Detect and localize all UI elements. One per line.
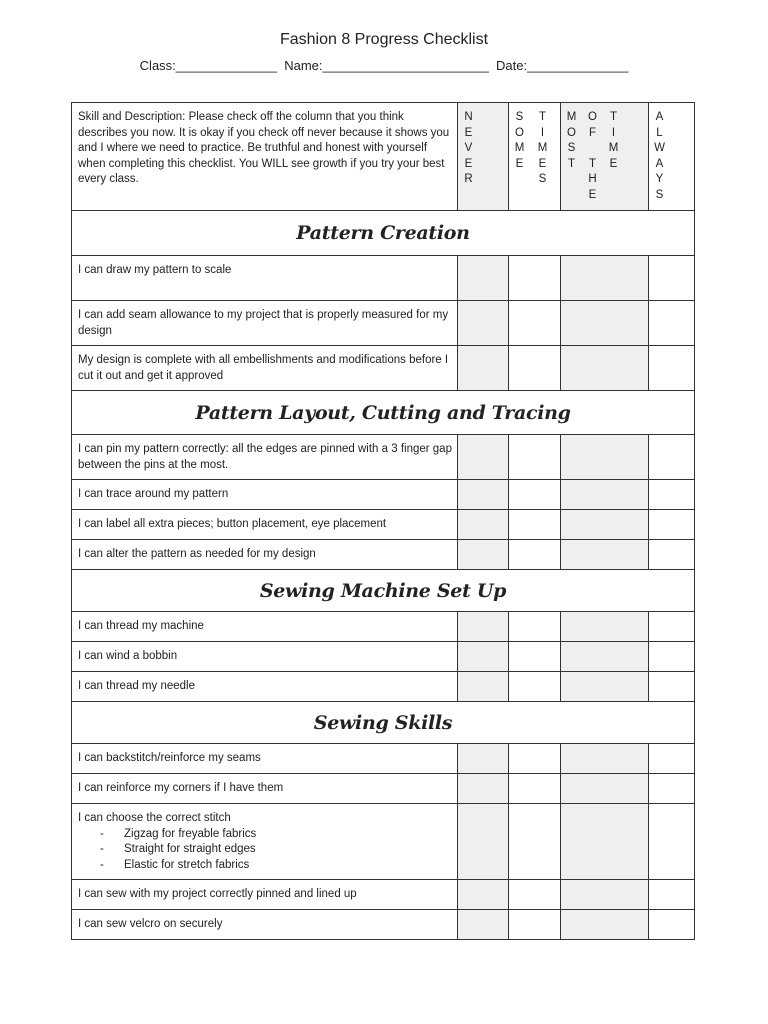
checkbox-cell-always[interactable]	[649, 672, 695, 702]
checkbox-cell-most-of-the-time[interactable]	[561, 804, 649, 880]
checkbox-cell-sometimes[interactable]	[509, 480, 561, 510]
section-title: Sewing Skills	[72, 702, 695, 744]
checkbox-cell-always[interactable]	[649, 480, 695, 510]
checklist-row	[72, 774, 695, 804]
checkbox-cell-always[interactable]	[649, 540, 695, 570]
checklist-row	[72, 672, 695, 702]
skill-text: I can alter the pattern as needed for my design	[78, 548, 316, 560]
checkbox-cell-never[interactable]	[458, 910, 509, 940]
skill-description	[72, 612, 458, 642]
checkbox-cell-sometimes[interactable]	[509, 672, 561, 702]
stitch-options-list	[78, 827, 452, 874]
header-row	[72, 103, 695, 211]
skill-text: I can trace around my pattern	[78, 488, 229, 500]
column-header-most-of-the-time: M O S T O F T H E T I M E	[561, 103, 649, 211]
stitch-option: - Straight for straight edges	[100, 842, 452, 858]
skill-text: I can choose the correct stitch	[78, 812, 231, 824]
checkbox-cell-always[interactable]	[649, 612, 695, 642]
skill-text: My design is complete with all embellishments and modifications before I cut it out and get it approved	[78, 354, 449, 382]
skill-description	[72, 510, 458, 540]
checkbox-cell-most-of-the-time[interactable]	[561, 301, 649, 346]
checklist-row	[72, 510, 695, 540]
checkbox-cell-sometimes[interactable]	[509, 612, 561, 642]
checkbox-cell-most-of-the-time[interactable]	[561, 910, 649, 940]
checklist-row	[72, 804, 695, 880]
checkbox-cell-most-of-the-time[interactable]	[561, 612, 649, 642]
skill-description	[72, 804, 458, 880]
checklist-row	[72, 346, 695, 391]
checklist-row	[72, 642, 695, 672]
checkbox-cell-always[interactable]	[649, 910, 695, 940]
checklist-row	[72, 910, 695, 940]
checkbox-cell-sometimes[interactable]	[509, 301, 561, 346]
checklist-row	[72, 435, 695, 480]
skill-text: I can add seam allowance to my project that is properly measured for my design	[78, 309, 449, 337]
skill-description	[72, 774, 458, 804]
checkbox-cell-most-of-the-time[interactable]	[561, 480, 649, 510]
checkbox-cell-always[interactable]	[649, 804, 695, 880]
checkbox-cell-most-of-the-time[interactable]	[561, 672, 649, 702]
checkbox-cell-always[interactable]	[649, 744, 695, 774]
section-header	[72, 702, 695, 744]
skill-text: I can wind a bobbin	[78, 650, 178, 662]
instructions-cell: Skill and Description: Please check off the column that you think describes you now. It is okay if you check off never because it shows you and I where we need to practice. Be truthful and honest with yourself when completing this checklist. You WILL see growth if you try your best every class.	[72, 103, 458, 211]
checklist-row	[72, 612, 695, 642]
checkbox-cell-always[interactable]	[649, 510, 695, 540]
skill-description	[72, 435, 458, 480]
checkbox-cell-most-of-the-time[interactable]	[561, 642, 649, 672]
checkbox-cell-never[interactable]	[458, 540, 509, 570]
checkbox-cell-sometimes[interactable]	[509, 910, 561, 940]
checkbox-cell-most-of-the-time[interactable]	[561, 880, 649, 910]
column-header-sometimes: S O M E T I M E S	[509, 103, 561, 211]
checkbox-cell-sometimes[interactable]	[509, 540, 561, 570]
skill-description	[72, 910, 458, 940]
section-title: Sewing Machine Set Up	[72, 570, 695, 612]
skill-description	[72, 744, 458, 774]
checkbox-cell-sometimes[interactable]	[509, 256, 561, 301]
checkbox-cell-never[interactable]	[458, 346, 509, 391]
checklist-row	[72, 744, 695, 774]
column-header-always: A L W A Y S	[649, 103, 695, 211]
checkbox-cell-sometimes[interactable]	[509, 774, 561, 804]
checklist-table	[71, 102, 695, 940]
checkbox-cell-always[interactable]	[649, 642, 695, 672]
stitch-option: - Zigzag for freyable fabrics	[100, 827, 452, 843]
section-header	[72, 570, 695, 612]
skill-description	[72, 480, 458, 510]
skill-text: I can backstitch/reinforce my seams	[78, 752, 261, 764]
skill-description	[72, 672, 458, 702]
page-title: Fashion 8 Progress Checklist	[279, 31, 489, 48]
section-header	[72, 391, 695, 435]
stitch-option: - Elastic for stretch fabrics	[100, 858, 452, 874]
skill-description	[72, 301, 458, 346]
checkbox-cell-most-of-the-time[interactable]	[561, 510, 649, 540]
checkbox-cell-always[interactable]	[649, 774, 695, 804]
checkbox-cell-sometimes[interactable]	[509, 804, 561, 880]
skill-text: I can label all extra pieces; button placement, eye placement	[78, 518, 387, 530]
checkbox-cell-most-of-the-time[interactable]	[561, 256, 649, 301]
section-title: Pattern Layout, Cutting and Tracing	[72, 391, 695, 435]
checkbox-cell-sometimes[interactable]	[509, 346, 561, 391]
checkbox-cell-always[interactable]	[649, 301, 695, 346]
checkbox-cell-most-of-the-time[interactable]	[561, 540, 649, 570]
checkbox-cell-most-of-the-time[interactable]	[561, 744, 649, 774]
student-info-line: Class:______________ Name:_______________________ Date:______________	[139, 58, 629, 73]
checkbox-cell-never[interactable]	[458, 435, 509, 480]
checklist-row	[72, 540, 695, 570]
checkbox-cell-always[interactable]	[649, 256, 695, 301]
skill-text: I can sew velcro on securely	[78, 918, 223, 930]
checklist-row	[72, 880, 695, 910]
checkbox-cell-never[interactable]	[458, 256, 509, 301]
skill-text: I can sew with my project correctly pinned and lined up	[78, 888, 357, 900]
skill-description	[72, 880, 458, 910]
checkbox-cell-never[interactable]	[458, 880, 509, 910]
skill-text: I can pin my pattern correctly: all the edges are pinned with a 3 finger gap between the pins at the most.	[78, 443, 452, 471]
section-title: Pattern Creation	[72, 211, 695, 256]
column-header-never: N E V E R	[458, 103, 509, 211]
checkbox-cell-never[interactable]	[458, 480, 509, 510]
checkbox-cell-sometimes[interactable]	[509, 510, 561, 540]
checkbox-cell-never[interactable]	[458, 774, 509, 804]
checklist-row	[72, 301, 695, 346]
skill-text: I can draw my pattern to scale	[78, 264, 232, 276]
checklist-row	[72, 256, 695, 301]
checkbox-cell-never[interactable]	[458, 301, 509, 346]
checkbox-cell-never[interactable]	[458, 744, 509, 774]
checkbox-cell-most-of-the-time[interactable]	[561, 774, 649, 804]
checkbox-cell-sometimes[interactable]	[509, 435, 561, 480]
checkbox-cell-never[interactable]	[458, 672, 509, 702]
skill-text: I can thread my machine	[78, 620, 204, 632]
checkbox-cell-most-of-the-time[interactable]	[561, 435, 649, 480]
checklist-row	[72, 480, 695, 510]
checkbox-cell-sometimes[interactable]	[509, 642, 561, 672]
checkbox-cell-sometimes[interactable]	[509, 744, 561, 774]
checkbox-cell-always[interactable]	[649, 880, 695, 910]
skill-description	[72, 346, 458, 391]
checkbox-cell-never[interactable]	[458, 510, 509, 540]
checkbox-cell-always[interactable]	[649, 435, 695, 480]
checkbox-cell-never[interactable]	[458, 804, 509, 880]
section-header	[72, 211, 695, 256]
checkbox-cell-never[interactable]	[458, 612, 509, 642]
checkbox-cell-never[interactable]	[458, 642, 509, 672]
skill-text: I can thread my needle	[78, 680, 195, 692]
skill-text: I can reinforce my corners if I have them	[78, 782, 284, 794]
checkbox-cell-most-of-the-time[interactable]	[561, 346, 649, 391]
checkbox-cell-always[interactable]	[649, 346, 695, 391]
skill-description	[72, 540, 458, 570]
skill-description	[72, 642, 458, 672]
checkbox-cell-sometimes[interactable]	[509, 880, 561, 910]
skill-description	[72, 256, 458, 301]
